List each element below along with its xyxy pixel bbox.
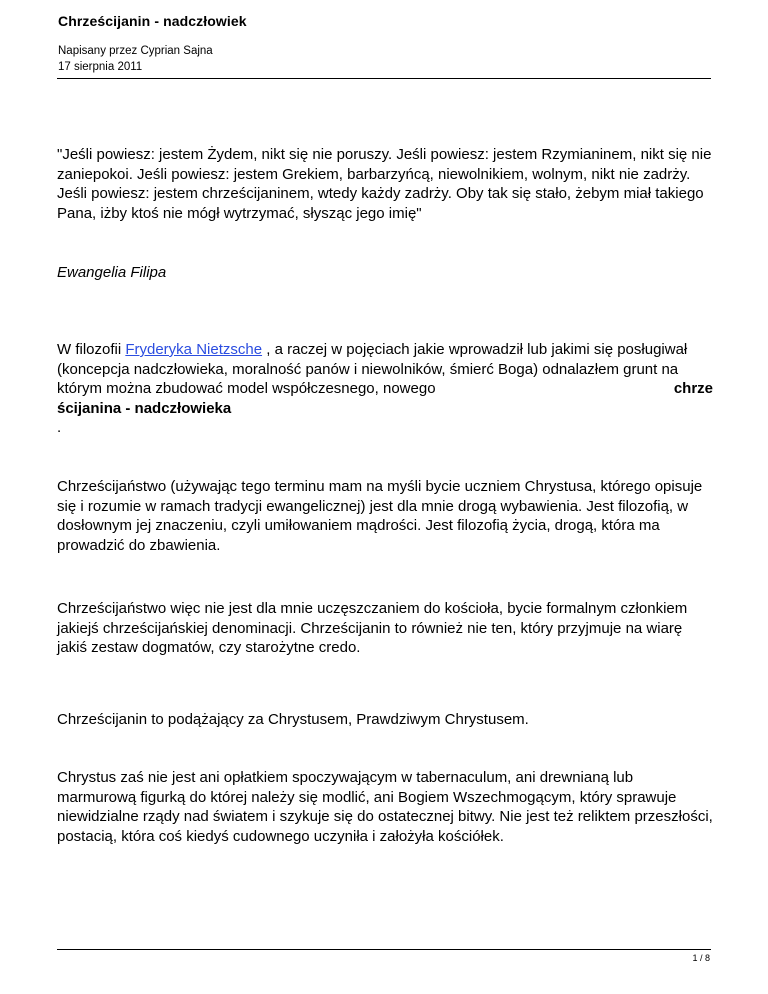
para1-bold-rest: ścijanina - nadczłowieka — [57, 399, 232, 417]
christianity-paragraph: Chrześcijaństwo (używając tego terminu mam na myśli bycie uczniem Chrystusa, którego opisuje się i rozumie w ramach tradycji ewangelicznej) jest dla mnie drogą wybawienia. Jest filozofią, w dosłownym jej znaczeniu, czyli umiłowaniem mądrości. Jest filozofią życia, drogą, która ma prowadzić do zbawienia. — [57, 478, 703, 554]
para1-bold-right: chrze — [673, 380, 713, 397]
follower-paragraph: Chrześcijanin to podążający za Chrystusem, Prawdziwym Chrystusem. — [57, 711, 529, 728]
page-number: 1 / 8 — [692, 953, 710, 963]
quote-source-text: Ewangelia Filipa — [57, 264, 167, 281]
para1-before-link: W filozofii — [57, 341, 126, 358]
church-paragraph: Chrześcijaństwo więc nie jest dla mnie uczęszczaniem do kościoła, bycie formalnym członkiem jakiejś chrześcijańskiej denominacji. Chrześcijanin to również nie ten, który przyjmuje na wiarę jakiś zestaw dogmatów, czy starożytne credo. — [57, 600, 688, 656]
author-line: Napisany przez Cyprian Sajna — [58, 45, 213, 57]
footer-divider — [57, 949, 711, 950]
christ-paragraph: Chrystus zaś nie jest ani opłatkiem spoczywającym w tabernaculum, ani drewnianą lub marmurową figurką do której należy się modlić, ani Bogiem Wszechmogącym, który sprawuje niewidzialne rządy nad światem i szykuje się do ostatecznej bitwy. Nie jest też reliktem przeszłości, postacią, która coś kiedyś cudownego uczyniła i założyła kościółek. — [57, 769, 713, 845]
page-title: Chrześcijanin - nadczłowiek — [58, 13, 247, 29]
nietzsche-paragraph — [57, 340, 713, 438]
para1-end: . — [57, 419, 62, 436]
quote-paragraph: "Jeśli powiesz: jestem Żydem, nikt się nie poruszy. Jeśli powiesz: jestem Rzymianinem, nikt się nie zaniepokoi. Jeśli powiesz: jestem Grekiem, barbarzyńcą, niewolnikiem, wolnym, nikt nie zadrży. Jeśli powiesz: jestem chrześcijaninem, wtedy każdy zadrży. Oby tak się stało, żebym miał takiego Pana, iżby ktoś nie mógł wytrzymać, słysząc jego imię" — [57, 146, 712, 222]
header-divider — [57, 78, 711, 79]
date-line: 17 sierpnia 2011 — [58, 61, 143, 73]
nietzsche-link[interactable]: Fryderyka Nietzsche — [125, 341, 263, 358]
para1-after-link: , a raczej w pojęciach jakie wprowadził lub jakimi się posługiwał (koncepcja nadczłowieka, moralność panów i niewolników, śmierć Boga) odnalazłem grunt na którym można zbudować model współczesnego, nowego — [57, 341, 688, 397]
quote-source — [57, 263, 713, 283]
